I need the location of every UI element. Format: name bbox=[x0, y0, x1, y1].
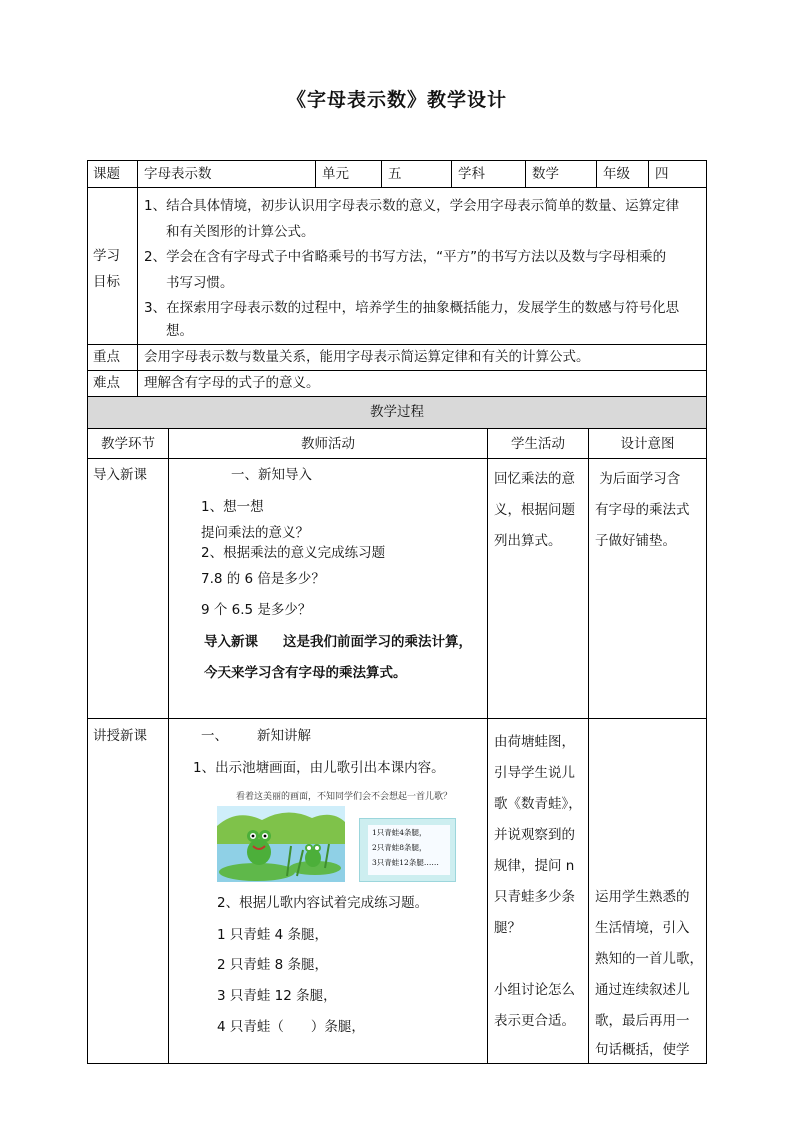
objective-3-line-1: 3、在探索用字母表示数的过程中，培养学生的抽象概括能力，发展学生的数感与符号化思 bbox=[144, 300, 680, 316]
grade-label: 年级 bbox=[603, 166, 630, 182]
lesson-student-4: 并说观察到的 bbox=[494, 827, 575, 843]
lesson-intent-4: 通过连续叙述儿 bbox=[595, 982, 690, 998]
objective-2-line-1: 2、学会在含有字母式子中省略乘号的书写方法，“平方”的书写方法以及数与字母相乘的 bbox=[144, 249, 667, 265]
objective-1-line-2: 和有关图形的计算公式。 bbox=[166, 224, 315, 240]
unit-label: 单元 bbox=[322, 166, 349, 182]
lesson-student-9: 小组讨论怎么 bbox=[494, 982, 575, 998]
lesson-student-5: 规律，提问 n bbox=[494, 858, 575, 874]
intro-intent-1: 为后面学习含 bbox=[595, 471, 681, 487]
course-label: 课题 bbox=[93, 166, 120, 182]
process-header: 教学过程 bbox=[370, 404, 424, 420]
unit-value: 五 bbox=[388, 166, 402, 182]
lesson-student-7: 腿？ bbox=[494, 920, 521, 936]
col-header-step: 教学环节 bbox=[101, 436, 155, 452]
lesson-intent-1: 运用学生熟悉的 bbox=[595, 889, 690, 905]
col-header-teacher: 教师活动 bbox=[301, 436, 355, 452]
lesson-student-3: 歌《数青蛙》， bbox=[494, 796, 582, 812]
frog-line-2: 2 只青蛙 8 条腿， bbox=[217, 957, 329, 973]
intro-bold-text-1: 这是我们前面学习的乘法计算， bbox=[283, 634, 472, 650]
objective-2-line-2: 书写习惯。 bbox=[166, 275, 234, 291]
lesson-student-1: 由荷塘蛙图， bbox=[494, 734, 575, 750]
intro-student-3: 列出算式。 bbox=[494, 533, 562, 549]
document-title: 《字母表示数》教学设计 bbox=[286, 89, 507, 111]
grade-value: 四 bbox=[655, 166, 669, 182]
lesson-intent-3: 熟知的一首儿歌， bbox=[595, 951, 703, 967]
intro-bold-text-2: 今天来学习含有字母的乘法算式。 bbox=[204, 665, 407, 681]
rhyme-board bbox=[359, 818, 456, 882]
lesson-student-6: 只青蛙多少条 bbox=[494, 889, 575, 905]
difficulty-label: 难点 bbox=[93, 375, 120, 391]
lesson-student-10: 表示更合适。 bbox=[494, 1013, 575, 1029]
lesson-item-2: 2、根据儿歌内容试着完成练习题。 bbox=[217, 895, 429, 911]
step-intro: 导入新课 bbox=[93, 467, 147, 483]
lesson-intent-2: 生活情境，引入 bbox=[595, 920, 690, 936]
lesson-heading-text: 新知讲解 bbox=[257, 728, 311, 744]
pond-frogs-illustration bbox=[217, 806, 345, 882]
lesson-item-1: 1、出示池塘画面，由儿歌引出本课内容。 bbox=[193, 760, 445, 776]
intro-bold-label: 导入新课 bbox=[204, 634, 258, 650]
objective-1-line-1: 1、结合具体情境，初步认识用字母表示数的意义，学会用字母表示简单的数量、运算定律 bbox=[144, 198, 680, 214]
step-new-lesson: 讲授新课 bbox=[93, 728, 147, 744]
subject-label: 学科 bbox=[458, 166, 485, 182]
rhyme-line-2: 2只青蛙8条腿， bbox=[372, 843, 427, 852]
intro-student-1: 回忆乘法的意 bbox=[494, 471, 575, 487]
rhyme-line-3: 3只青蛙12条腿…… bbox=[372, 858, 439, 867]
intro-intent-3: 子做好铺垫。 bbox=[595, 533, 676, 549]
intro-item-2: 2、根据乘法的意义完成练习题 bbox=[201, 545, 386, 561]
intro-question-2: 9 个 6.5 是多少？ bbox=[201, 602, 312, 618]
frog-line-4: 4 只青蛙（ ）条腿， bbox=[217, 1019, 365, 1035]
pond-image-caption: 看着这美丽的画面，不知同学们会不会想起一首儿歌？ bbox=[236, 792, 453, 802]
intro-student-2: 义，根据问题 bbox=[494, 502, 575, 518]
key-point-text: 会用字母表示数与数量关系，能用字母表示简运算定律和有关的计算公式。 bbox=[144, 349, 590, 365]
intro-item-1-question: 提问乘法的意义？ bbox=[201, 525, 309, 541]
intro-item-1: 1、想一想 bbox=[201, 499, 264, 515]
rhyme-line-1: 1只青蛙4条腿， bbox=[372, 828, 427, 837]
frog-line-1: 1 只青蛙 4 条腿， bbox=[217, 927, 329, 943]
col-header-student: 学生活动 bbox=[511, 436, 565, 452]
course-value: 字母表示数 bbox=[144, 166, 212, 182]
lesson-student-2: 引导学生说儿 bbox=[494, 765, 575, 781]
col-header-intent: 设计意图 bbox=[620, 436, 675, 452]
lesson-intent-5: 歌，最后再用一 bbox=[595, 1013, 690, 1029]
difficulty-text: 理解含有字母的式子的意义。 bbox=[144, 375, 320, 391]
intro-heading: 一、新知导入 bbox=[231, 467, 312, 483]
lesson-intent-6: 句话概括，使学 bbox=[595, 1042, 690, 1058]
frog-line-3: 3 只青蛙 12 条腿， bbox=[217, 988, 337, 1004]
lesson-heading-number: 一、 bbox=[201, 728, 228, 744]
intro-intent-2: 有字母的乘法式 bbox=[595, 502, 690, 518]
objectives-label-2: 目标 bbox=[93, 274, 120, 290]
key-point-label: 重点 bbox=[93, 349, 120, 365]
objectives-label-1: 学习 bbox=[93, 248, 120, 264]
intro-question-1: 7.8 的 6 倍是多少？ bbox=[201, 571, 325, 587]
objective-3-line-2: 想。 bbox=[166, 323, 193, 339]
subject-value: 数学 bbox=[532, 166, 559, 182]
